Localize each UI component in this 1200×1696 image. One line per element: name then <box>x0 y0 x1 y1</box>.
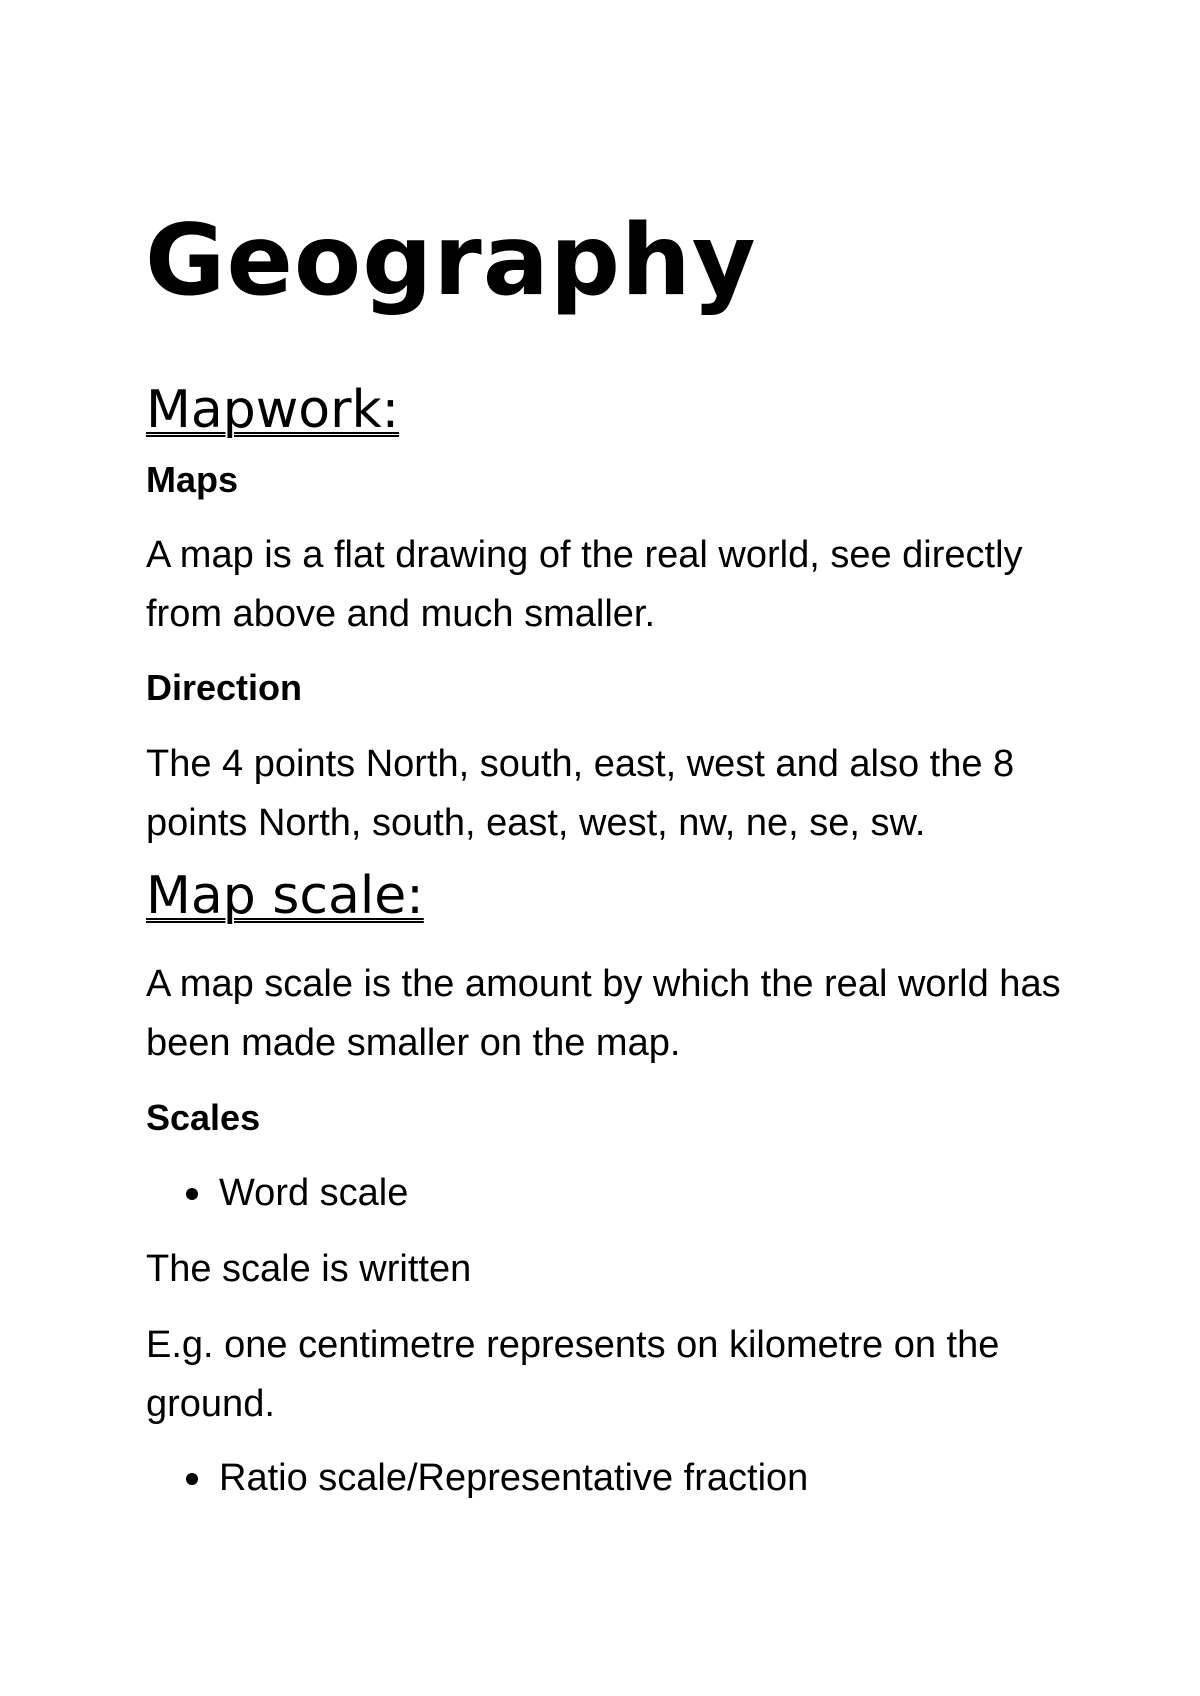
paragraph-map-scale-definition: A map scale is the amount by which the real world has been made smaller on the map. <box>146 963 1061 1064</box>
heading-map-scale: Map scale: <box>146 866 424 926</box>
paragraph-direction-points: The 4 points North, south, east, west and also the 8 points North, south, east, west, nw, ne, se, sw. <box>146 743 1015 844</box>
subheading-maps: Maps <box>146 459 239 500</box>
document-title: Geography <box>145 204 757 318</box>
bullet-icon <box>186 1188 198 1200</box>
bullet-icon <box>186 1473 198 1485</box>
subheading-direction: Direction <box>146 667 303 708</box>
subheading-scales: Scales <box>146 1097 261 1138</box>
paragraph-scale-example: E.g. one centimetre represents on kilometre on the ground. <box>146 1324 1000 1425</box>
heading-mapwork: Mapwork: <box>146 380 400 440</box>
paragraph-map-definition: A map is a flat drawing of the real world, see directly from above and much smaller. <box>146 534 1023 635</box>
paragraph-scale-written: The scale is written <box>146 1248 472 1290</box>
list-item-label: Word scale <box>219 1172 409 1214</box>
list-item-label: Ratio scale/Representative fraction <box>219 1457 809 1499</box>
